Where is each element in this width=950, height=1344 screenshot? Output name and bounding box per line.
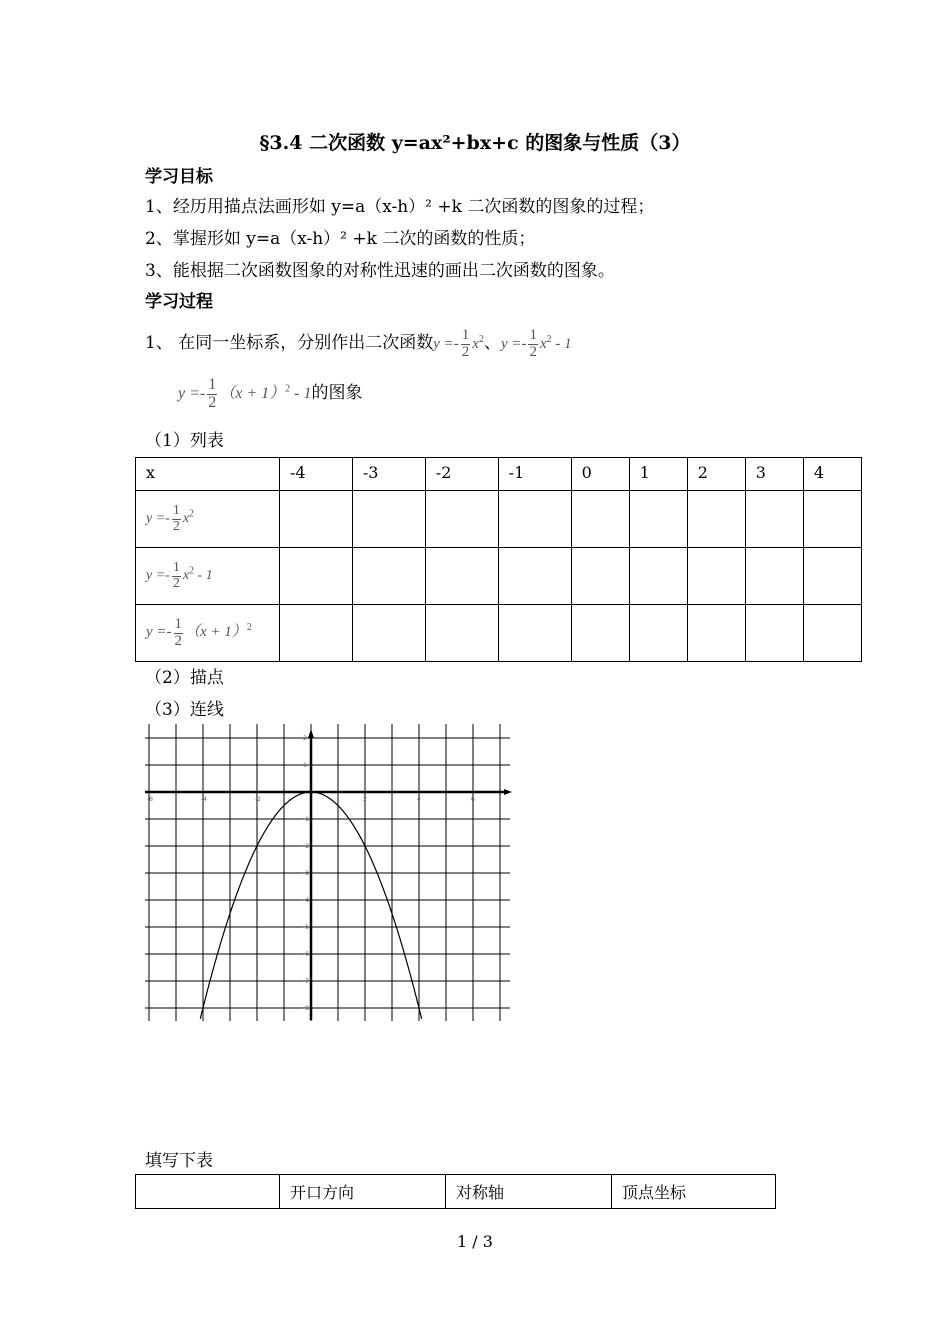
table-header-cell: 3 bbox=[745, 458, 803, 491]
property-header-vertex: 顶点坐标 bbox=[612, 1175, 776, 1209]
table-header-cell: -3 bbox=[352, 458, 425, 491]
fill-table-intro: 填写下表 bbox=[145, 1151, 213, 1171]
y-tick-label: -1 bbox=[303, 816, 309, 823]
formula-a: y =- $\frac{1}{2}$ $x^2$ bbox=[433, 327, 484, 361]
table-header-cell: -1 bbox=[498, 458, 571, 491]
table-row bbox=[136, 491, 862, 548]
table-header-cell: 2 bbox=[687, 458, 745, 491]
formula-c: y =- $\frac{1}{2}$ $(x + 1)^2 - 1$ bbox=[178, 376, 312, 411]
table-cell[interactable] bbox=[425, 548, 498, 605]
goal-item-2: 2、掌握形如 y=a（x-h）² +k 二次的函数的性质； bbox=[145, 229, 536, 249]
table-cell[interactable] bbox=[352, 491, 425, 548]
y-axis-arrow bbox=[308, 729, 314, 738]
value-table bbox=[135, 457, 862, 662]
step-connect-lines: （3）连线 bbox=[145, 700, 224, 720]
page-title: §3.4 二次函数 y=ax²+bx+c 的图象与性质（3） bbox=[259, 132, 691, 154]
question-1-cont bbox=[178, 377, 362, 412]
table-cell[interactable] bbox=[803, 491, 861, 548]
x-tick-label: 2 bbox=[363, 796, 367, 803]
table-cell[interactable] bbox=[280, 491, 353, 548]
y-tick-label: 1 bbox=[303, 762, 307, 769]
table-header-cell: 1 bbox=[629, 458, 687, 491]
table-cell[interactable] bbox=[803, 605, 861, 662]
x-axis-arrow bbox=[504, 789, 512, 795]
table-header-cell: 0 bbox=[571, 458, 629, 491]
table-cell[interactable] bbox=[629, 491, 687, 548]
page-number: 1 / 3 bbox=[457, 1232, 493, 1251]
table-cell[interactable] bbox=[498, 548, 571, 605]
question-1-suffix: 的图象 bbox=[311, 382, 363, 403]
table-cell[interactable] bbox=[571, 491, 629, 548]
y-tick-label: -8 bbox=[303, 1005, 309, 1012]
table-cell[interactable] bbox=[425, 491, 498, 548]
x-tick-label: -2 bbox=[255, 796, 261, 803]
table-cell[interactable] bbox=[745, 491, 803, 548]
property-header-axis: 对称轴 bbox=[446, 1175, 612, 1209]
grid-lines bbox=[145, 724, 510, 1021]
table-cell[interactable] bbox=[425, 605, 498, 662]
table-cell[interactable] bbox=[745, 548, 803, 605]
y-tick-label: -5 bbox=[303, 924, 309, 931]
question-1 bbox=[145, 328, 572, 361]
property-table bbox=[135, 1174, 776, 1209]
separator: 、 bbox=[483, 333, 501, 353]
goals-heading: 学习目标 bbox=[145, 167, 213, 187]
x-tick-label: 6 bbox=[471, 796, 475, 803]
y-tick-label: -2 bbox=[303, 843, 309, 850]
formula-b: y =- $\frac{1}{2}$ $x^2 - 1$ bbox=[500, 327, 572, 361]
table-cell[interactable] bbox=[629, 605, 687, 662]
table-cell[interactable] bbox=[280, 605, 353, 662]
table-header-cell: 4 bbox=[803, 458, 861, 491]
table-cell[interactable] bbox=[629, 548, 687, 605]
table-cell[interactable] bbox=[498, 491, 571, 548]
table-cell[interactable] bbox=[352, 605, 425, 662]
table-cell[interactable] bbox=[498, 605, 571, 662]
row-label: y =- $\frac{1}{2}$ $(x + 1)^2$ bbox=[136, 605, 280, 662]
table-cell[interactable] bbox=[687, 491, 745, 548]
table-cell[interactable] bbox=[745, 605, 803, 662]
property-header-empty bbox=[136, 1175, 280, 1209]
y-tick-label: -3 bbox=[303, 870, 309, 877]
x-tick-label: -4 bbox=[201, 796, 207, 803]
table-cell[interactable] bbox=[687, 548, 745, 605]
table-header-x: x bbox=[136, 458, 280, 491]
coordinate-grid bbox=[140, 720, 520, 1025]
table-cell[interactable] bbox=[571, 605, 629, 662]
goal-item-1: 1、经历用描点法画形如 y=a（x-h）² +k 二次函数的图象的过程； bbox=[145, 197, 655, 217]
table-row bbox=[136, 548, 862, 605]
row-label: y =- $\frac{1}{2}$ $x^2$ bbox=[136, 491, 280, 548]
table-cell[interactable] bbox=[687, 605, 745, 662]
table-row bbox=[136, 605, 862, 662]
question-1-prefix: 1、 在同一坐标系，分别作出二次函数 bbox=[145, 333, 434, 353]
y-tick-label: 2 bbox=[303, 735, 307, 742]
y-tick-label: -4 bbox=[303, 897, 309, 904]
y-tick-label: -7 bbox=[303, 978, 309, 985]
step-plot-points: （2）描点 bbox=[145, 668, 224, 688]
table-cell[interactable] bbox=[571, 548, 629, 605]
property-header-opening: 开口方向 bbox=[280, 1175, 446, 1209]
table-header-cell: -2 bbox=[425, 458, 498, 491]
x-tick-label: -6 bbox=[147, 796, 153, 803]
table-cell[interactable] bbox=[352, 548, 425, 605]
process-heading: 学习过程 bbox=[145, 292, 213, 312]
goal-item-3: 3、能根据二次函数图象的对称性迅速的画出二次函数的图象。 bbox=[145, 261, 615, 281]
row-label: y =- $\frac{1}{2}$ $x^2 - 1$ bbox=[136, 548, 280, 605]
x-tick-label: 4 bbox=[417, 796, 421, 803]
table-cell[interactable] bbox=[280, 548, 353, 605]
y-tick-label: -6 bbox=[303, 951, 309, 958]
table-header-cell: -4 bbox=[280, 458, 353, 491]
step-list-table: （1）列表 bbox=[145, 431, 224, 451]
table-cell[interactable] bbox=[803, 548, 861, 605]
